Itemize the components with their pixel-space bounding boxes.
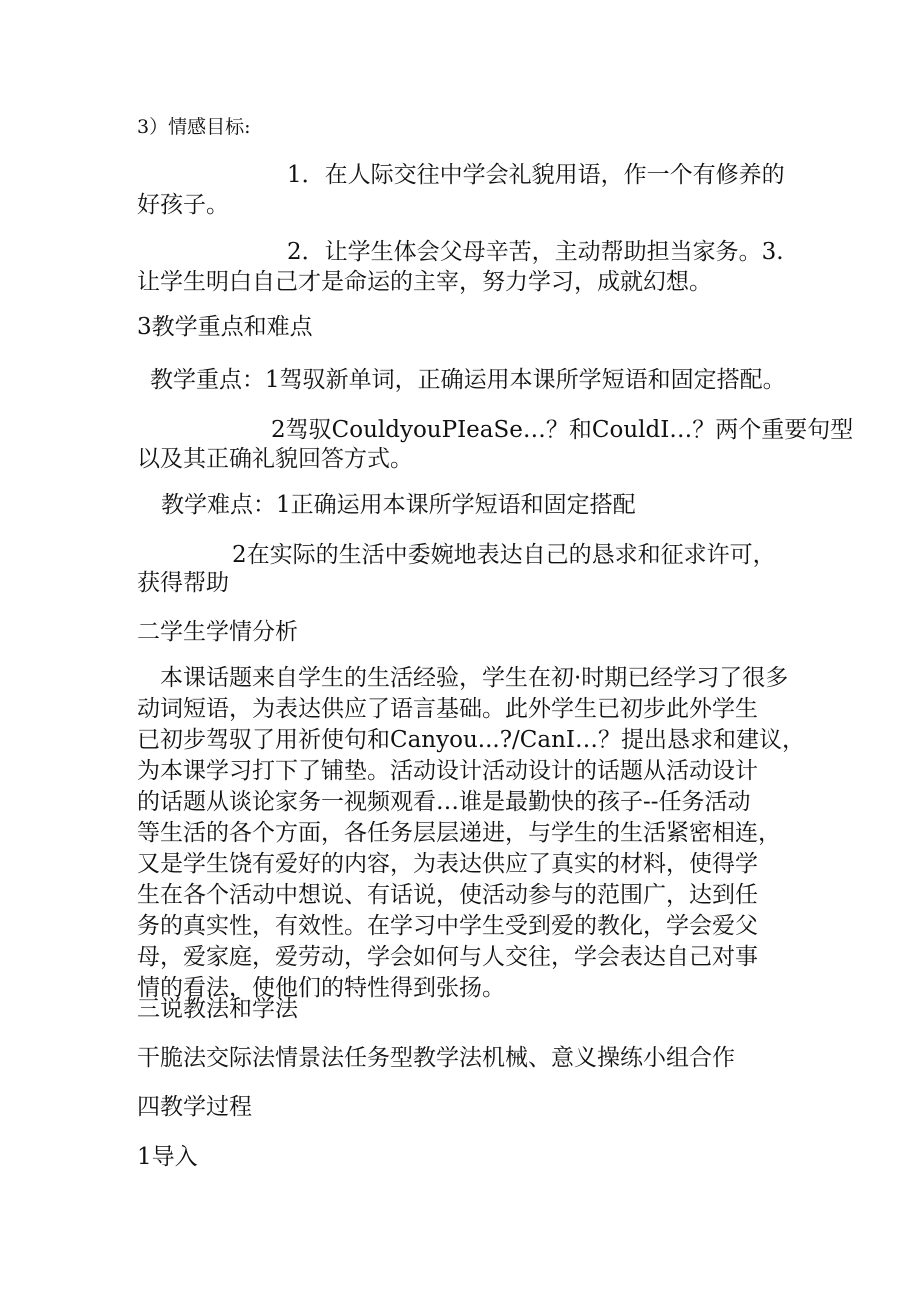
key-points-heading: 3教学重点和难点: [137, 314, 313, 340]
affective-goal-1-line1: 1．在人际交往中学会礼貌用语，作一个有修养的: [287, 162, 785, 188]
affective-goal-1-line2: 好孩子。: [137, 192, 229, 218]
analysis-line: 又是学生饶有爱好的内容，为表达供应了真实的材料，使得学: [137, 851, 758, 877]
analysis-line: 等生活的各个方面，各任务层层递进，与学生的生活紧密相连，: [137, 820, 781, 846]
affective-goal-2-line2: 让学生明白自己才是命运的主宰，努力学习，成就幻想。: [137, 269, 712, 295]
teaching-difficulty-line3: 获得帮助: [137, 570, 229, 596]
teaching-focus-line3: 以及其正确礼貌回答方式。: [137, 446, 413, 472]
teaching-difficulty-line1: 教学难点：1正确运用本课所学短语和固定搭配: [161, 492, 636, 518]
analysis-line: 本课话题来自学生的生活经验，学生在初·时期已经学习了很多: [160, 665, 789, 691]
analysis-line: 已初步驾驭了用祈使句和Canyou...?/CanI…？提出恳求和建议，: [137, 727, 805, 753]
analysis-line: 情的看法，使他们的特性得到张扬。: [137, 975, 505, 1001]
analysis-line: 动词短语，为表达供应了语言基础。此外学生已初步此外学生: [137, 696, 758, 722]
analysis-line: 的话题从谈论家务一视频观看…谁是最勤快的孩子--任务活动: [137, 789, 751, 815]
methods-content: 干脆法交际法情景法任务型教学法机械、意义操练小组合作: [137, 1045, 735, 1071]
process-heading: 四教学过程: [137, 1094, 252, 1120]
affective-goal-2-line1: 2．让学生体会父母辛苦，主动帮助担当家务。3.: [287, 239, 784, 265]
teaching-focus-line2: 2驾驭CouldyouPIeaSe…？和CouldI…？两个重要句型: [271, 417, 854, 443]
analysis-line: 母，爱家庭，爱劳动，学会如何与人交往，学会表达自己对事: [137, 944, 758, 970]
analysis-line: 生在各个活动中想说、有话说，使活动参与的范围广，达到任: [137, 882, 758, 908]
analysis-line: 务的真实性，有效性。在学习中学生受到爱的教化，学会爱父: [137, 913, 758, 939]
process-step-1: 1导入: [137, 1144, 198, 1170]
analysis-line: 为本课学习打下了铺垫。活动设计活动设计的话题从活动设计: [137, 758, 758, 784]
student-analysis-heading: 二学生学情分析: [137, 619, 298, 645]
methods-heading: 三说教法和学法: [137, 996, 298, 1022]
teaching-difficulty-line2: 2在实际的生活中委婉地表达自己的恳求和征求许可，: [232, 542, 776, 568]
affective-goals-heading: 3）情感目标:: [137, 116, 251, 138]
student-analysis-body: [137, 663, 805, 1004]
teaching-focus-line1: 教学重点：1驾驭新单词，正确运用本课所学短语和固定搭配。: [150, 367, 786, 393]
